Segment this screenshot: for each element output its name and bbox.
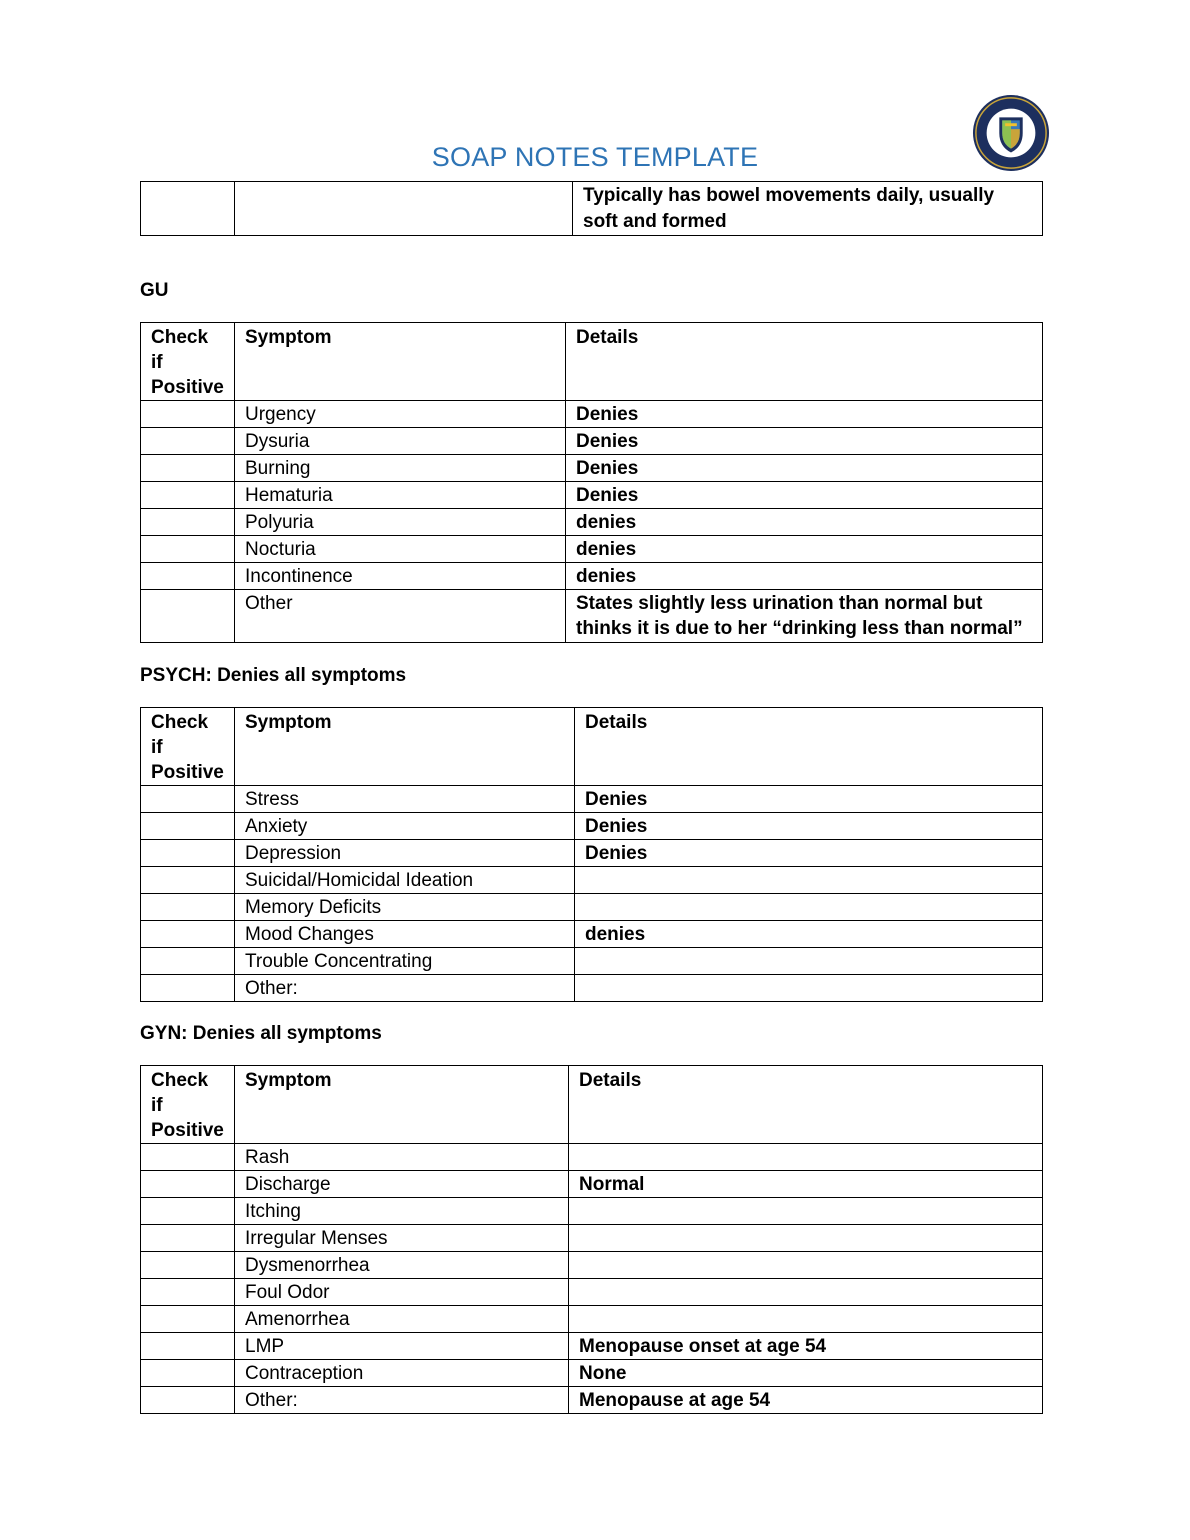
table-row: [141, 482, 1043, 509]
details-cell: [575, 948, 1043, 975]
check-cell[interactable]: [141, 1306, 235, 1333]
details-cell: None: [569, 1360, 1043, 1387]
check-cell[interactable]: [141, 1252, 235, 1279]
symptom-cell: Irregular Menses: [235, 1225, 569, 1252]
check-cell[interactable]: [141, 401, 235, 428]
details-cell: [569, 1306, 1043, 1333]
check-cell[interactable]: [141, 948, 235, 975]
details-cell: [569, 1279, 1043, 1306]
details-cell: denies: [575, 921, 1043, 948]
column-header-symptom: Symptom: [235, 708, 575, 786]
psych-heading: PSYCH: Denies all symptoms: [140, 665, 407, 686]
symptom-cell: Dysmenorrhea: [235, 1252, 569, 1279]
check-cell[interactable]: [141, 840, 235, 867]
table-row: [141, 509, 1043, 536]
symptom-cell: Polyuria: [235, 509, 566, 536]
symptom-cell: LMP: [235, 1333, 569, 1360]
symptom-cell: Itching: [235, 1198, 569, 1225]
table-row: [141, 590, 1043, 643]
details-cell: Typically has bowel movements daily, usually soft and formed: [573, 182, 1043, 236]
column-header-details: Details: [569, 1066, 1043, 1144]
symptom-cell: Stress: [235, 786, 575, 813]
details-cell: [569, 1144, 1043, 1171]
table-row: [141, 867, 1043, 894]
check-cell[interactable]: [141, 867, 235, 894]
table-header-row: [141, 323, 1043, 401]
details-cell: Denies: [566, 455, 1043, 482]
check-cell[interactable]: [141, 1171, 235, 1198]
details-cell: Normal: [569, 1171, 1043, 1198]
symptom-cell: Anxiety: [235, 813, 575, 840]
check-cell[interactable]: [141, 509, 235, 536]
table-row: [141, 1144, 1043, 1171]
check-cell[interactable]: [141, 813, 235, 840]
column-header-symptom: Symptom: [235, 1066, 569, 1144]
check-cell[interactable]: [141, 1198, 235, 1225]
symptom-cell: Nocturia: [235, 536, 566, 563]
table-row: [141, 182, 1043, 236]
table-row: [141, 786, 1043, 813]
symptom-cell: Mood Changes: [235, 921, 575, 948]
table-row: [141, 1387, 1043, 1414]
table-row: [141, 1333, 1043, 1360]
symptom-cell: Memory Deficits: [235, 894, 575, 921]
column-header-details: Details: [566, 323, 1043, 401]
table-row: [141, 813, 1043, 840]
check-cell[interactable]: [141, 536, 235, 563]
table-row: [141, 1252, 1043, 1279]
check-cell[interactable]: [141, 428, 235, 455]
details-cell: Denies: [566, 428, 1043, 455]
column-header-check: Check if Positive: [141, 708, 235, 786]
column-header-symptom: Symptom: [235, 323, 566, 401]
symptom-cell: Contraception: [235, 1360, 569, 1387]
details-cell: Denies: [566, 401, 1043, 428]
symptom-cell: Trouble Concentrating: [235, 948, 575, 975]
symptom-cell: Other:: [235, 975, 575, 1002]
table-header-row: [141, 708, 1043, 786]
check-cell[interactable]: [141, 1144, 235, 1171]
symptom-cell: Depression: [235, 840, 575, 867]
details-cell: Menopause onset at age 54: [569, 1333, 1043, 1360]
continuation-table: [140, 181, 1043, 236]
table-row: [141, 563, 1043, 590]
table-row: [141, 401, 1043, 428]
column-header-check: Check if Positive: [141, 1066, 235, 1144]
details-cell: denies: [566, 536, 1043, 563]
university-seal-icon: [972, 94, 1050, 172]
table-row: [141, 455, 1043, 482]
check-cell[interactable]: [141, 563, 235, 590]
details-cell: Menopause at age 54: [569, 1387, 1043, 1414]
check-cell[interactable]: [141, 1387, 235, 1414]
check-cell[interactable]: [141, 1360, 235, 1387]
table-row: [141, 975, 1043, 1002]
symptom-cell: Hematuria: [235, 482, 566, 509]
check-cell[interactable]: [141, 482, 235, 509]
check-cell[interactable]: [141, 894, 235, 921]
gyn-heading: GYN: Denies all symptoms: [140, 1023, 382, 1044]
symptom-cell: Suicidal/Homicidal Ideation: [235, 867, 575, 894]
symptom-cell: Amenorrhea: [235, 1306, 569, 1333]
check-cell[interactable]: [141, 1333, 235, 1360]
symptom-cell: Discharge: [235, 1171, 569, 1198]
table-header-row: [141, 1066, 1043, 1144]
details-cell: denies: [566, 509, 1043, 536]
symptom-cell: Rash: [235, 1144, 569, 1171]
gyn-table: [140, 1065, 1043, 1414]
symptom-cell: Dysuria: [235, 428, 566, 455]
details-cell: [569, 1198, 1043, 1225]
check-cell[interactable]: [141, 921, 235, 948]
symptom-cell: Other:: [235, 1387, 569, 1414]
check-cell[interactable]: [141, 182, 235, 236]
details-cell: Denies: [575, 840, 1043, 867]
table-row: [141, 428, 1043, 455]
check-cell[interactable]: [141, 1279, 235, 1306]
symptom-cell: Incontinence: [235, 563, 566, 590]
table-row: [141, 894, 1043, 921]
details-cell: [575, 894, 1043, 921]
page-title: SOAP NOTES TEMPLATE: [431, 142, 759, 172]
details-cell: [575, 975, 1043, 1002]
details-cell: Denies: [575, 813, 1043, 840]
gu-heading: GU: [140, 280, 169, 301]
details-cell: Denies: [575, 786, 1043, 813]
table-row: [141, 1198, 1043, 1225]
symptom-cell: Foul Odor: [235, 1279, 569, 1306]
table-row: [141, 840, 1043, 867]
symptom-cell: Other: [235, 590, 566, 643]
table-row: [141, 536, 1043, 563]
table-row: [141, 1306, 1043, 1333]
details-cell: [569, 1252, 1043, 1279]
table-row: [141, 1225, 1043, 1252]
details-cell: [575, 867, 1043, 894]
table-row: [141, 1279, 1043, 1306]
column-header-check: Check if Positive: [141, 323, 235, 401]
check-cell[interactable]: [141, 975, 235, 1002]
table-row: [141, 1360, 1043, 1387]
check-cell[interactable]: [141, 590, 235, 643]
details-cell: Denies: [566, 482, 1043, 509]
column-header-details: Details: [575, 708, 1043, 786]
check-cell[interactable]: [141, 1225, 235, 1252]
check-cell[interactable]: [141, 786, 235, 813]
table-row: [141, 1171, 1043, 1198]
table-row: [141, 921, 1043, 948]
table-row: [141, 948, 1043, 975]
check-cell[interactable]: [141, 455, 235, 482]
symptom-cell: [235, 182, 573, 236]
gu-table: [140, 322, 1043, 643]
details-cell: [569, 1225, 1043, 1252]
symptom-cell: Urgency: [235, 401, 566, 428]
symptom-cell: Burning: [235, 455, 566, 482]
details-cell: States slightly less urination than normal but thinks it is due to her “drinking less than normal”: [566, 590, 1043, 643]
details-cell: denies: [566, 563, 1043, 590]
psych-table: [140, 707, 1043, 1002]
